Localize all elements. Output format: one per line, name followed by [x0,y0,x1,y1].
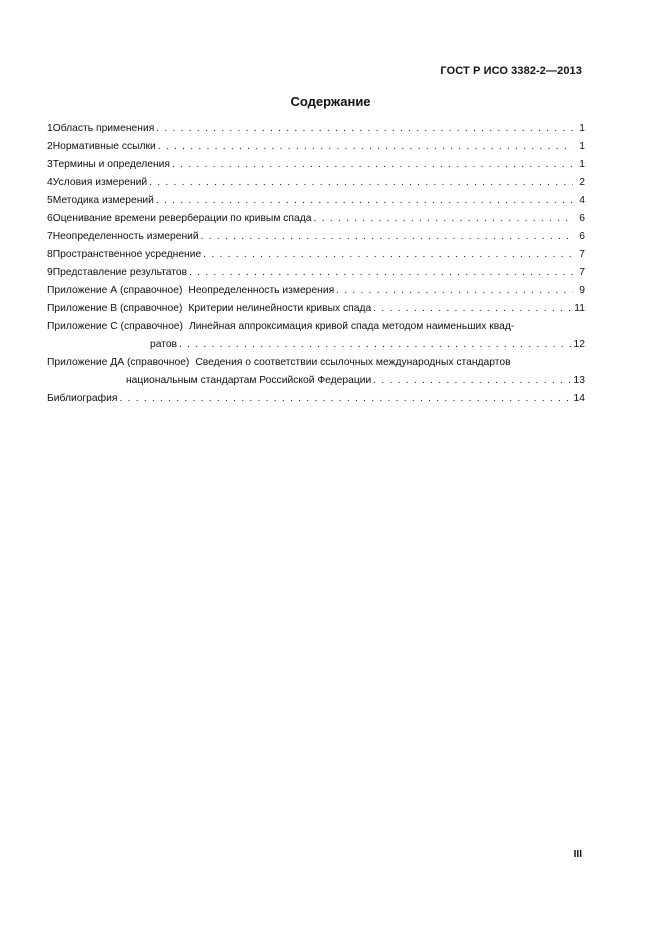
dot-leader [172,156,573,174]
dot-leader [149,174,573,192]
dot-leader [373,372,571,390]
toc-appendix-prefix: Приложение А (справочное) [47,285,183,296]
toc-appendix-prefix: Приложение С (справочное) [47,321,183,332]
toc-entry-label: Неопределенность измерений [52,231,199,242]
toc-entry-number: 4 [47,177,53,188]
toc-appendix-entry[interactable] [47,318,585,354]
dot-leader [203,246,573,264]
toc-appendix-prefix: Приложение В (справочное) [47,303,183,314]
toc-entry[interactable] [47,120,585,138]
toc-entry-page: 7 [579,267,585,278]
toc-entry-page: 1 [579,123,585,134]
toc-appendix-prefix: Приложение ДА (справочное) [47,357,190,368]
table-of-contents [47,120,585,408]
toc-entry-page: 1 [579,159,585,170]
toc-entry-page: 1 [579,141,585,152]
toc-entry-number: 6 [47,213,53,224]
dot-leader [158,138,573,156]
toc-entry-number: 5 [47,195,53,206]
toc-entry-label-line1: Сведения о соответствии ссылочных международных стандартов [195,357,511,368]
document-standard-header: ГОСТ Р ИСО 3382-2—2013 [440,65,582,77]
toc-entry[interactable] [47,138,585,156]
toc-entry-label: Оценивание времени реверберации по кривым спада [52,213,312,224]
toc-entry[interactable] [47,210,585,228]
toc-entry-label: Библиография [47,393,118,404]
toc-entry-label: Методика измерений [52,195,154,206]
toc-entry-label: Пространственное усреднение [52,249,202,260]
toc-appendix-entry[interactable] [47,300,585,318]
toc-entry-label: Представление результатов [52,267,188,278]
toc-entry-number: 2 [47,141,53,152]
toc-entry-number: 7 [47,231,53,242]
toc-entry-label: Нормативные ссылки [52,141,156,152]
toc-entry[interactable] [47,174,585,192]
dot-leader [189,264,573,282]
page-title: Содержание [290,94,371,109]
toc-entry-page: 11 [574,303,585,314]
toc-entry-label: Условия измерений [52,177,148,188]
toc-appendix-entry[interactable] [47,282,585,300]
toc-entry-label: Неопределенность измерения [188,285,335,296]
toc-entry-label-line2: национальным стандартам Российской Федерации [126,375,372,386]
toc-entry-number: 3 [47,159,53,170]
toc-entry-page: 7 [579,249,585,260]
toc-entry-label-line1: Линейная аппроксимация кривой спада методом наименьших квад- [188,321,515,332]
toc-entry-page: 4 [579,195,585,206]
dot-leader [313,210,573,228]
toc-entry-label-line2: ратов [150,339,178,350]
toc-entry-page: 6 [579,231,585,242]
toc-entry-page: 14 [573,393,585,404]
dot-leader [373,300,572,318]
dot-leader [336,282,573,300]
toc-entry[interactable] [47,264,585,282]
dot-leader [179,336,572,354]
toc-entry-label: Термины и определения [52,159,170,170]
toc-entry[interactable] [47,390,585,408]
toc-entry-number: 8 [47,249,53,260]
toc-entry[interactable] [47,246,585,264]
toc-entry-number: 1 [47,123,53,134]
dot-leader [156,192,573,210]
toc-entry-page: 2 [579,177,585,188]
toc-entry-page: 6 [579,213,585,224]
toc-entry[interactable] [47,192,585,210]
dot-leader [156,120,573,138]
page-number: III [573,849,582,860]
toc-entry-page: 12 [573,339,585,350]
toc-entry-number: 9 [47,267,53,278]
dot-leader [119,390,571,408]
toc-appendix-entry[interactable] [47,354,585,390]
toc-entry-label: Критерии нелинейности кривых спада [188,303,372,314]
toc-entry-label: Область применения [52,123,155,134]
toc-entry[interactable] [47,228,585,246]
toc-entry-page: 9 [579,285,585,296]
dot-leader [201,228,573,246]
toc-entry-page: 13 [573,375,585,386]
toc-entry[interactable] [47,156,585,174]
